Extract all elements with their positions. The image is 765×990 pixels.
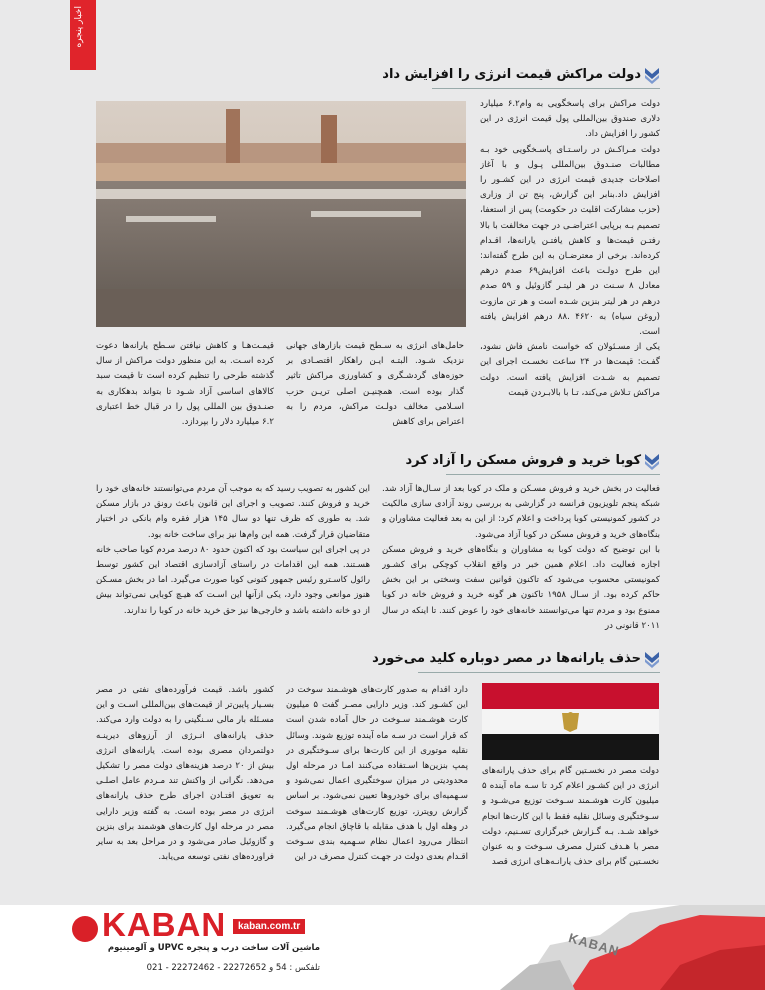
article1-paragraph: قیمـت‌هـا و کاهش نیافتن سـطح یارانه‌ها دعوت کرده اسـت. به این منظور دولت مراکش از سال گذشته طرحی را تنظیم کرده است تا قیمت سبد کالاهای اساسی آزاد شـود تا بتواند بدهکاری به صنـدوق بین المللی پول را در قبال خط اعتباری ۶.۲ میلیارد دلار را بپردازد. xyxy=(96,341,274,428)
kaban-phones: تلفکس : 54 و 22272652 - 22272462 - 021 xyxy=(146,963,320,973)
article2-rule xyxy=(446,474,660,475)
article2-column-left xyxy=(96,482,370,632)
article3-column-middle xyxy=(286,683,468,883)
kaban-tagline: ماشین آلات ساخت درب و پنجره UPVC و آلومینیوم xyxy=(107,943,320,953)
article2-paragraph: این کشور به تصویب رسید که به موجب آن مردم می‌توانستند خانه‌های خود را خرید و فروش کنند. تصویب و اجرای این قانون باعث رونق در بازار مسکن شد. به طوری که ظرف تنها دو سال ۱۴۵ هزار فقره وام بانکی در اختیار متقاضیان قرار گرفت. همه این وام‌ها نیز برای ساخت خانه بود. xyxy=(96,484,370,540)
kaban-logo-icon xyxy=(72,916,98,942)
section-tab-label: اخبار پنجره xyxy=(74,6,84,48)
article3-paragraph: کشور باشد. قیمت فرآورده‌های نفتی در مصر بسـیار پایین‌تر از قیمت‌های بین‌المللی اسـت و این مسـئله بار مالی سـنگینی را به دولت وارد می‌کند. حذف یارانه‌های انـرژی از آرزوهای دیرینـه دولتمردان مصری بوده است. یارانه‌های انرژی بیش از ۲۰ درصد هزینه‌های دولت مصر را تشکیل می‌دهد. نگرانی از واکنش تند مـردم عامل اصلـی به تعویق افتـادن اجرای طرح حذف یارانه‌های انرژی در مصر بوده است. به گفته وزیر دارایی مصر در مرحله اول کارت‌های هوشمند برای بنزین و گازوئیل صادر می‌شود و در مراحل بعد به سایر فراورده‌های نفتی توسعه می‌یابد. xyxy=(96,685,274,863)
chevron-down-icon xyxy=(643,452,661,470)
map-label: KABAN xyxy=(566,930,622,959)
chevron-down-icon xyxy=(643,66,661,84)
article2-paragraph: در پی اجرای این سیاست بود که اکنون حدود ۸۰ درصد مردم کوبا صاحب خانه هسـتند. همه این اقدامات در راستای آزادسازی اقتصاد این کشور توسط رائول کاسـترو رئیس جمهور کنونی کوبا صورت می‌گیرد. اما در بخش مسـکن هنوز موانعی وجود دارد، یکی ازآنها این اسـت که هیـچ کوبایی نمی‌تواند بیش از دو خانه داشته باشد و خارجی‌ها نیز حق خرید خانه در کوبا را ندارند. xyxy=(96,544,370,616)
article3-column-left xyxy=(96,683,274,883)
article1-column-left xyxy=(96,339,274,435)
article3-column-right xyxy=(482,764,659,884)
article2-title: کوبا خرید و فروش مسکن را آزاد کرد xyxy=(405,453,641,468)
article2-paragraph: با این توضیح که دولت کوبا به مشاوران و بنگاه‌های خرید و فروش مسکن اجازه فعالیت داد. اعلام همین خبر در واقع انقلاب کوچکی برای کشـور کمونیستی محسوب می‌شود که تاکنون قوانین سفت وسختی بر این بخش حاکم کرده بود. از سـال ۱۹۵۸ تاکنون هر گونه خرید و فروش خانه در کوبا ممنوع بود و مردم تنها می‌توانستند خانه‌های خود را عوض کنند. تا اینکه در سال ۲۰۱۱ قانونی در xyxy=(382,544,660,631)
article1-title: دولت مراکش قیمت انرژی را افزایش داد xyxy=(382,67,641,82)
article1-column-right xyxy=(480,97,660,437)
article3-title: حذف یارانه‌ها در مصر دوباره کلید می‌خورد xyxy=(372,651,641,666)
article1-column-middle xyxy=(286,339,464,435)
article1-paragraph: حامل‌های انرژی به سـطح قیمت بازارهای جهانی نزدیک شـود. البتـه ایـن راهکار اقتصـادی بر حوزه‌های گردشـگری و کشاورزی مراکش تاثیر گذار بوده است. همچنیـن اصلی تریـن حزب اسـلامی مخالف دولـت مراکش، مردم را به اعتراض برای کاهش xyxy=(286,341,464,428)
article2-paragraph: فعالیت در بخش خرید و فروش مسـکن و ملک در کوبا بعد از سـال‌ها آزاد شد. شبکه پنجم تلویزیون فرانسه در گزارشی به بررسی روند آزادی سازی مالکیت در کشور کمونیستی کوبا پرداخت و اعلام کرد: از این به بعد فعالیت مشاوران و بنگاه‌های خرید و فروش مسکن در کوبا آزاد می‌شود. xyxy=(382,484,660,540)
article3-paragraph: دولت مصر در نخسـتین گام برای حذف یارانه‌های انرژی در این کشـور اعلام کرد تا سـه ماه آینده ۵ میلیون کارت هوشـمند سـوخت توزیع می‌شـود و سـوختگیری وسائل نقلیه فقط با این کارت‌ها انجام خواهد شـد. بـه گـزارش خبرگزاری تسـنیم، دولت مصر با هـدف کنترل مصرف سـوخت و به عنوان نخسـتین گام برای حذف یارانـه‌هـای انرژی قصد xyxy=(482,766,659,868)
article1-paragraph: دولت مـراکـش در راسـتـای پاسـخگویی خود بـه مطالبات صنـدوق بین‌المللی پـول و با آغاز اصلاحات جدیدی قیمت انرژی در این کشـور را افزایش داد.بنابر این گزارش، پنج تن از وزاری (حزب مشارکت اقلیت در حکومت) پس از استعفا، تصمیم بـه برپایی اعتراضـی در جهت مخالفت با بالا رفتـن قیمت‌ها و کاهش یافتـن یارانه‌ها، اقـدام کرده‌اند. برخی از معترضـان به این طرح گفته‌اند: این طرح دولـت باعث افزایش۶۹ صدم درهم معادل ۸ سـنت در هر لیتـر گازوئیل و ۵۹ صدم درهم در هر لیتر بنزین شـده است و هر تن مازوت (روغن سیاه) به ۴۶۲۰ .۸۸ درهم افزایش یافته است. xyxy=(480,144,660,338)
article1-paragraph: یکی از مسـئولان که خواست نامش فاش نشود، گفـت: قیمت‌ها در ۲۴ ساعت نخسـت اجرای این تصمیم به شـدت افزایش یافته است. دولت مراکش تـلاش می‌کند، تـا با بالابـردن قیمت xyxy=(480,342,660,398)
article2-column-right xyxy=(382,482,660,632)
kaban-brand: KABAN xyxy=(102,906,227,943)
egypt-flag-image xyxy=(482,683,659,760)
article3-rule xyxy=(418,672,660,673)
article3-paragraph: دارد اقدام به صدور کارت‌های هوشـمند سوخت در این کشـور کند. وزیر دارایی مصـر گفت ۵ میلیون کارت هوشـمند سـوخت در حال آماده شدن است که قرار است در سـه ماه آینده توزیع شوند. وسائل نقلیه موتوری از این کارت‌ها برای سـوختگیری در پمپ بنزین‌ها اسـتفاده می‌کنند امـا در مرحله اول محدودیتی در میزان سوختگیری اعمال نمی‌شود و سـهمیه‌ای برای خودروها تعیین نمی‌شود. بر اساس گزارش رویترز، توزیع کارت‌های هوشـمند سوخت در وهله اول با هدف مقابله با قاچاق انجام می‌گیرد. انتظار می‌رود اعمال نظام سـهمیه بندی سـوخت اقـدام بعدی دولت در جهـت کنترل مصرف در این xyxy=(286,685,468,863)
kaban-url-link[interactable]: kaban.com.tr xyxy=(233,919,305,934)
marrakech-photo xyxy=(96,101,466,327)
chevron-down-icon xyxy=(643,650,661,668)
map-graphic xyxy=(480,905,765,990)
article1-paragraph: دولت مراکش برای پاسخگویی به وام۶.۲ میلیارد دلاری صندوق بین‌المللی پول قیمت انرژی در این کشور را افزایش داد. xyxy=(480,99,660,140)
article1-rule xyxy=(432,88,660,89)
section-tab xyxy=(70,0,96,70)
